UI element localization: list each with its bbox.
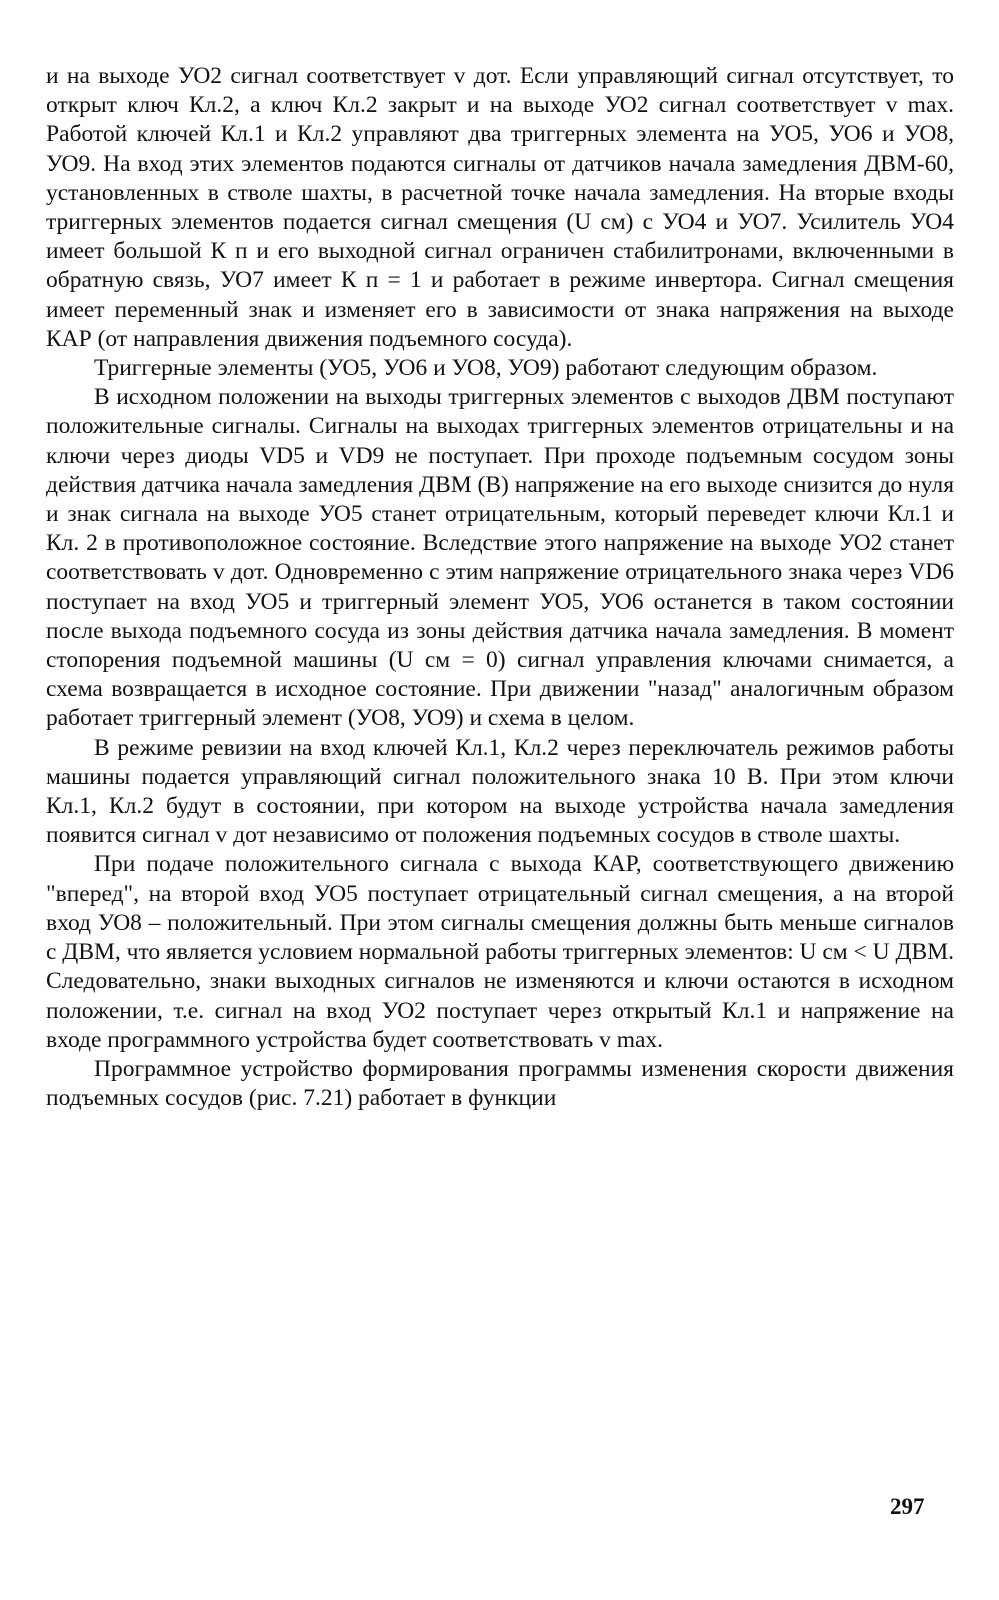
paragraph-6: Программное устройство формирования программы изменения скорости движения подъемных сосудов (рис. 7.21) работает в функции <box>46 1055 954 1112</box>
page-number: 297 <box>890 1494 925 1519</box>
paragraph-5: При подаче положительного сигнала с выхода КАР, соответствующего движению "вперед", на второй вход УО5 поступает отрицательный сигнал смещения, а на второй вход УО8 – положительный. При этом сигналы смещения должны быть меньше сигналов с ДВМ, что является условием нормальной работы триггерных элементов: U см < U ДВМ. Следовательно, знаки выходных сигналов не изменяются и ключи остаются в исходном положении, т.е. сигнал на вход УО2 поступает через открытый Кл.1 и напряжение на входе программного устройства будет соответствовать v max. <box>46 851 954 1053</box>
paragraph-1: и на выходе УО2 сигнал соответствует v дот. Если управляющий сигнал отсутствует, то открыт ключ Кл.2, а ключ Кл.2 закрыт и на выходе УО2 сигнал соответствует v max. Работой ключей Кл.1 и Кл.2 управляют два триггерных элемента на УО5, УО6 и УО8, УО9. На вход этих элементов подаются сигналы от датчиков начала замедления ДВМ-60, установленных в стволе шахты, в расчетной точке начала замедления. На вторые входы триггерных элементов подается сигнал смещения (U см) с УО4 и УО7. Усилитель УО4 имеет большой К п и его выходной сигнал ограничен стабилитронами, включенными в обратную связь, УО7 имеет К п = 1 и работает в режиме инвертора. Сигнал смещения имеет переменный знак и изменяет его в зависимости от знака напряжения на выходе КАР (от направления движения подъемного сосуда). <box>46 63 954 352</box>
paragraph-4: В режиме ревизии на вход ключей Кл.1, Кл.2 через переключатель режимов работы машины подается управляющий сигнал положительного знака 10 В. При этом ключи Кл.1, Кл.2 будут в состоянии, при котором на выходе устройства начала замедления появится сигнал v дот независимо от положения подъемных сосудов в стволе шахты. <box>46 734 954 849</box>
paragraph-3: В исходном положении на выходы триггерных элементов с выходов ДВМ поступают положительные сигналы. Сигналы на выходах триггерных элементов отрицательны и на ключи через диоды VD5 и VD9 не поступает. При проходе подъемным сосудом зоны действия датчика начала замедления ДВМ (В) напряжение на его выходе снизится до нуля и знак сигнала на выходе УО5 станет отрицательным, который переведет ключи Кл.1 и Кл. 2 в противоположное состояние. Вследствие этого напряжение на выходе УО2 станет соответствовать v дот. Одновременно с этим напряжение отрицательного знака через VD6 поступает на вход УО5 и триггерный элемент УО5, УО6 останется в таком состоянии после выхода подъемного сосуда из зоны действия датчика начала замедления. В момент стопорения подъемной машины (U см = 0) сигнал управления ключами снимается, а схема возвращается в исходное состояние. При движении "назад" аналогичным образом работает триггерный элемент (УО8, УО9) и схема в целом. <box>46 384 954 732</box>
paragraph-2: Триггерные элементы (УО5, УО6 и УО8, УО9) работают следующим образом. <box>94 355 878 382</box>
page-text <box>46 62 954 1113</box>
